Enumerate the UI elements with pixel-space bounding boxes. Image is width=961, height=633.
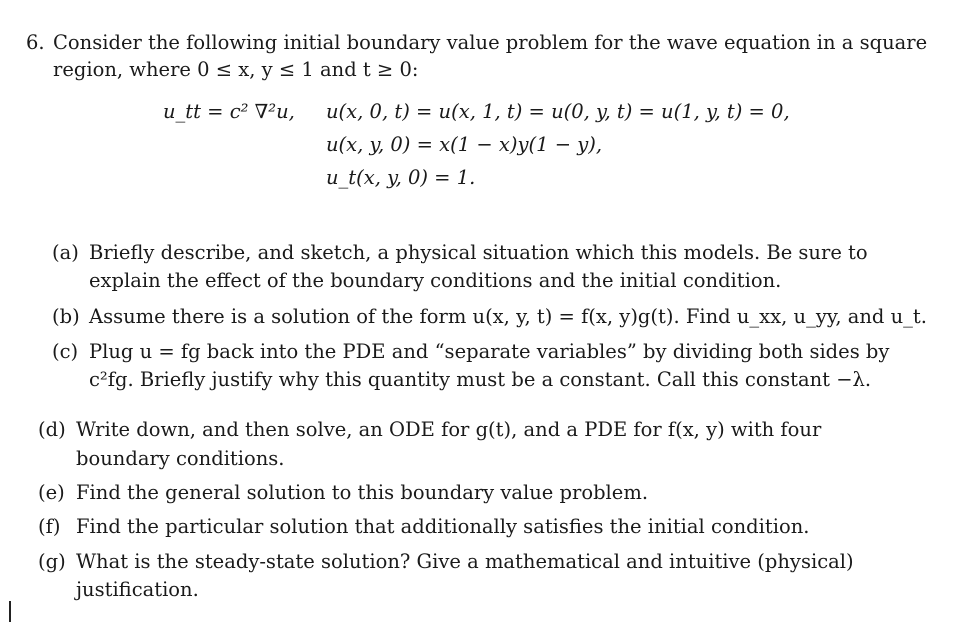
part-text-line1: Assume there is a solution of the form u(x, y, t) = f(x, y)g(t). Find u_xx, u_yy, and u_t. (89, 305, 927, 328)
part-text-line1: Plug u = fg back into the PDE and “separate variables” by dividing both sides by (89, 340, 890, 363)
part-text-line1: Write down, and then solve, an ODE for g(t), and a PDE for f(x, y) with four (76, 418, 822, 441)
part-label: (a) (52, 241, 79, 264)
part-text-line1: Find the particular solution that additionally satisfies the initial condition. (76, 515, 810, 538)
part-label: (d) (38, 418, 66, 441)
part-label: (b) (52, 305, 80, 328)
part-text-line2: c²fg. Briefly justify why this quantity must be a constant. Call this constant −λ. (89, 368, 872, 391)
intro-line-2: region, where 0 ≤ x, y ≤ 1 and t ≥ 0: (53, 58, 419, 81)
boundary-conditions: u(x, 0, t) = u(x, 1, t) = u(0, y, t) = u(1, y, t) = 0, (326, 100, 790, 123)
part-text-line1: Find the general solution to this boundary value problem. (76, 481, 649, 504)
intro-line-1: Consider the following initial boundary value problem for the wave equation in a square (53, 31, 928, 54)
initial-condition-2: u_t(x, y, 0) = 1. (326, 166, 476, 189)
part-text-line1: Briefly describe, and sketch, a physical situation which this models. Be sure to (89, 241, 868, 264)
part-label: (e) (38, 481, 65, 504)
part-label: (f) (38, 515, 61, 538)
part-label: (g) (38, 550, 66, 573)
pde-equation: u_tt = c² ∇²u, (163, 100, 295, 123)
initial-condition-1: u(x, y, 0) = x(1 − x)y(1 − y), (326, 133, 603, 156)
part-text-line2: boundary conditions. (76, 447, 285, 470)
part-label: (c) (52, 340, 79, 363)
part-text-line2: explain the effect of the boundary conditions and the initial condition. (89, 269, 782, 292)
part-text-line1: What is the steady-state solution? Give a mathematical and intuitive (physical) (76, 550, 854, 573)
text-cursor (9, 601, 11, 622)
part-text-line2: justification. (76, 578, 199, 601)
problem-number: 6. (26, 31, 45, 54)
